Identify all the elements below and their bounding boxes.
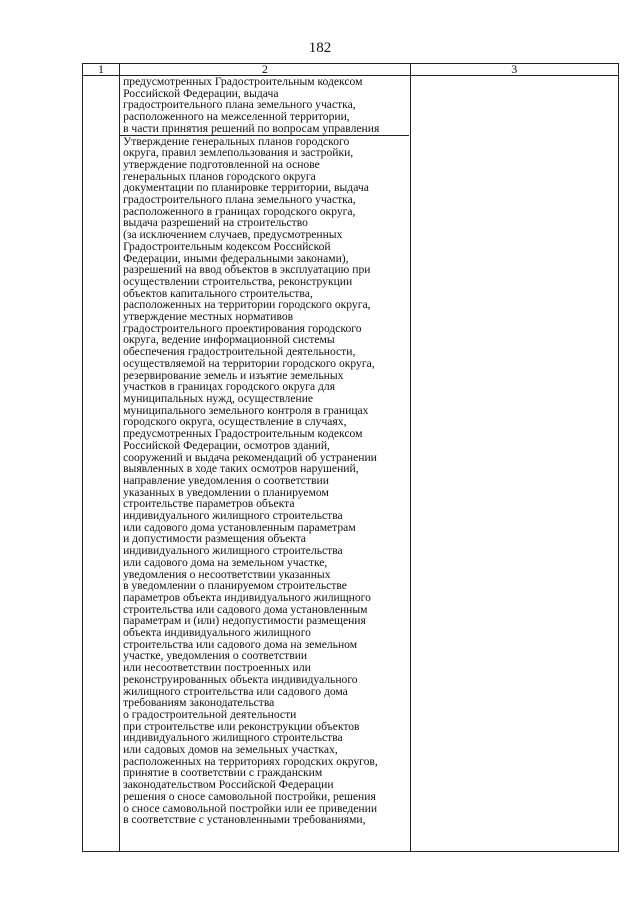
text-line: городского округа, осуществление в случаях, [123,415,347,429]
text-line: обеспечения градостроительной деятельности, [123,345,356,359]
table-cell-col1 [83,76,120,852]
text-line: предусмотренных Градостроительным кодексом [123,76,363,88]
text-line: градостроительного проектирования городского [123,321,362,335]
text-line: или садового дома на земельном участке, [123,555,328,569]
text-line: принятие в соответствии с гражданским [123,766,323,780]
text-line: Градостроительным кодексом Российской [123,239,331,253]
text-line: округа, правил землепользования и застройки, [123,146,354,160]
text-line: требованиям законодательства [123,696,275,710]
text-line: осуществляемой на территории городского округа, [123,356,375,370]
text-line: законодательством Российской Федерации [123,778,334,792]
authority-text [120,76,410,826]
text-line: или садовых домов на земельных участках, [123,743,338,757]
text-line: объектов капитального строительства, [123,286,313,300]
text-line: индивидуального жилищного строительства [123,731,343,745]
text-line: сооружений и выдача рекомендаций об устранении [123,450,377,464]
text-line: расположенных на территории городского округа, [123,298,371,312]
text-line: направление уведомления о соответствии [123,473,329,487]
text-line: строительства или садового дома установленным [123,602,368,616]
text-line: разрешений на ввод объектов в эксплуатацию при [123,263,371,277]
table-cell-col3 [410,76,618,852]
text-line: градостроительного плана земельного участка, [123,193,356,207]
text-line: градостроительного плана земельного участка, [123,98,356,112]
column-header-1: 1 [83,64,120,76]
text-line: Российской Федерации, выдача [123,86,279,100]
table-cell-col2 [120,76,411,852]
text-line: Федерации, иными федеральными законами), [123,251,349,265]
text-line: параметров объекта индивидуального жилищного [123,590,371,604]
text-line: осуществлении строительства, реконструкции [123,274,353,288]
text-line: расположенного на межселенной территории, [123,110,350,124]
text-block [120,136,409,826]
text-line: уведомления о несоответствии указанных [123,567,331,581]
text-line: расположенных на территориях городских округов, [123,754,378,768]
text-line: выявленных в ходе таких осмотров нарушений, [123,462,359,476]
column-header-2: 2 [120,64,411,76]
text-line: выдача разрешений на строительство [123,216,308,230]
text-line: резервирование земель и изъятие земельных [123,368,344,382]
text-line: генеральных планов городского округа [123,169,316,183]
text-line: строительстве параметров объекта [123,497,295,511]
text-line: о градостроительной деятельности [123,707,297,721]
table-header-row [83,64,619,76]
text-line: округа, ведение информационной системы [123,333,335,347]
text-line: (за исключением случаев, предусмотренных [123,228,343,242]
page-number: 182 [308,40,332,56]
text-line: и допустимости размещения объекта [123,532,306,546]
text-line: в части принятия решений по вопросам управления [123,121,380,135]
text-line: индивидуального жилищного строительства [123,509,343,523]
text-line: участке, уведомления о соответствии [123,649,308,663]
text-line: параметрам и (или) недопустимости размещения [123,614,366,628]
text-line: расположенного в границах городского округа, [123,204,356,218]
text-line: или садового дома установленным параметрам [123,520,356,534]
table-row [83,76,619,852]
text-line: объекта индивидуального жилищного [123,626,311,640]
text-line: утверждение местных нормативов [123,310,294,324]
text-line: Утверждение генеральных планов городского [123,134,350,148]
text-line: указанных в уведомлении о планируемом [123,485,329,499]
text-line: муниципальных нужд, осуществление [123,391,314,405]
text-line: предусмотренных Градостроительным кодексом [123,427,363,441]
document-table [82,63,619,852]
text-line: Российской Федерации, осмотров зданий, [123,438,330,452]
text-line: индивидуального жилищного строительства [123,544,343,558]
text-line: решения о сносе самовольной постройки, решения [123,789,376,803]
text-line: участков в границах городского округа для [123,380,336,394]
text-line: документации по планировке территории, выдача [123,181,369,195]
text-line: или несоответствии построенных или [123,661,311,675]
text-line: реконструированных объекта индивидуального [123,672,358,686]
column-header-3: 3 [410,64,618,76]
text-line: в уведомлении о планируемом строительстве [123,579,347,593]
text-line: в соответствие с установленными требованиями, [123,813,366,826]
text-line: утверждение подготовленной на основе [123,157,320,171]
text-line: муниципального земельного контроля в границах [123,403,369,417]
text-line: о сносе самовольной постройки или ее приведении [123,801,378,815]
text-line: при строительстве или реконструкции объектов [123,719,360,733]
text-line: строительства или садового дома на земельном [123,637,358,651]
text-block [120,76,409,136]
text-line: жилищного строительства или садового дома [123,684,348,698]
